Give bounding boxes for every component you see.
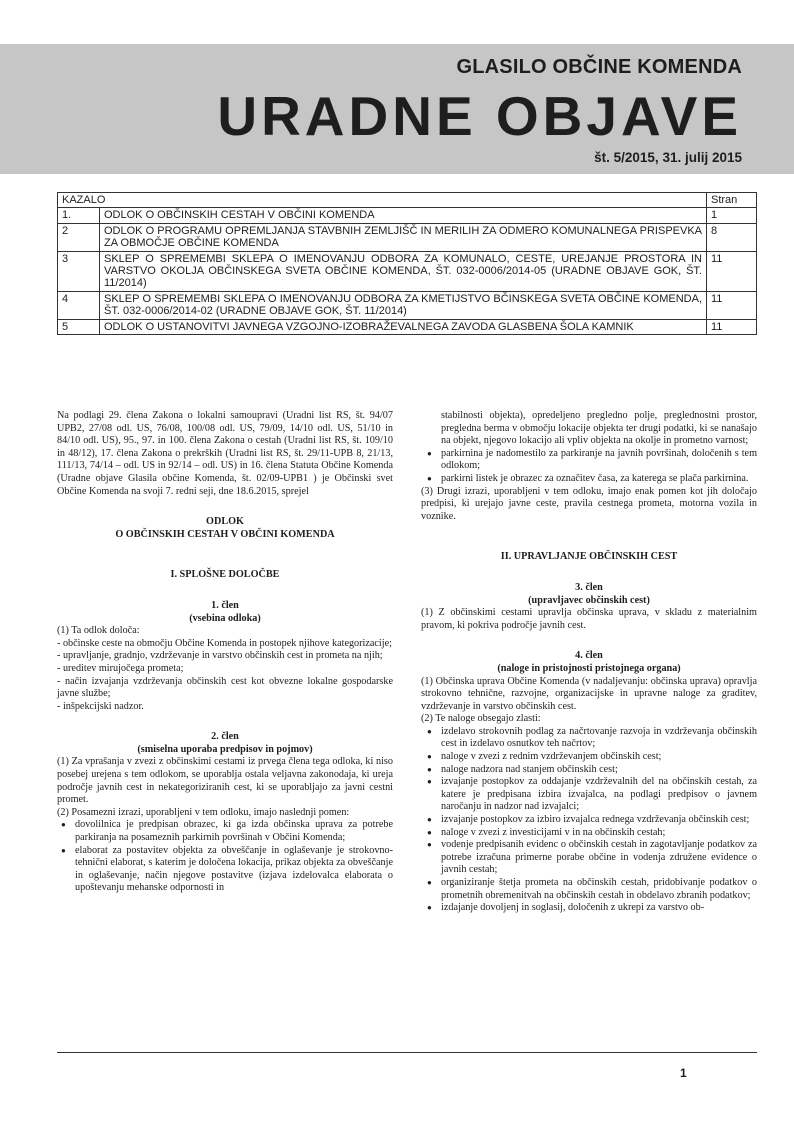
list-item: ● naloge v zvezi z rednim vzdrževanjem občinskih cest;: [421, 751, 757, 764]
article-title: (naloge in pristojnosti pristojnega organa): [497, 662, 681, 674]
paragraph: (1) Občinska uprava Občine Komenda (v nadaljevanju: občinska uprava) opravlja strokovno tehnične, razvojne, organizacijske in upravne naloge za graditev, vzdrževanje in varstvo občinskih cest.: [421, 675, 757, 712]
article-title: (upravljavec občinskih cest): [528, 594, 650, 606]
list-item: - upravljanje, gradnjo, vzdrževanje in varstvo občinskih cest in prometa na njih;: [57, 650, 383, 662]
toc-row[interactable]: [58, 319, 757, 334]
article-number: 2. člen: [211, 731, 239, 743]
list-item: - način izvajanja vzdrževanja občinskih cest kot obvezne lokalne gospodarske javne službe;: [57, 675, 393, 700]
article-number: 4. člen: [575, 650, 603, 662]
list-item: ● izdelavo strokovnih podlag za načrtovanje razvoja in vzdrževanja občinskih cest in izdelavo osnutkov teh načrtov;: [421, 726, 757, 751]
article-title: (smiselna uporaba predpisov in pojmov): [137, 743, 313, 755]
toc-row-title[interactable]: SKLEP O SPREMEMBI SKLEPA O IMENOVANJU ODBORA ZA KOMUNALO, CESTE, UREJANJE PROSTORA IN VARSTVO OKOLJA OBČINSKEGA SVETA OBČINE KOMENDA, ŠT. 032-0006/2014-05 (URADNE OBJAVE GOK, ŠT. 11/2014): [100, 251, 707, 291]
list-item: ● naloge nadzora nad stanjem občinskih cest;: [421, 764, 757, 777]
paragraph: (1) Z občinskimi cestami upravlja občinska uprava, v skladu z materialnim pravom, ki pokriva področje javnih cest.: [421, 607, 757, 631]
article-number: 3. člen: [575, 581, 603, 593]
list-item: ● organiziranje štetja prometa na občinskih cestah, pridobivanje podatkov o prometnih obremenitvah na občinskih cestah in obdelavo zbranih podatkov;: [421, 877, 757, 902]
toc-row[interactable]: [58, 291, 757, 319]
paragraph: (2) Te naloge obsegajo zlasti:: [421, 713, 541, 725]
paragraph: (2) Posamezni izrazi, uporabljeni v tem odloku, imajo naslednji pomen:: [57, 806, 350, 818]
list-item: ● parkirni listek je obrazec za označitev časa, za katerega se plača parkirnina.: [421, 473, 757, 486]
document-title-line-2: O OBČINSKIH CESTAH V OBČINI KOMENDA: [115, 528, 335, 540]
body-columns: [57, 410, 757, 1050]
toc-header-label: KAZALO: [58, 193, 707, 208]
list-item: ● dovolilnica je predpisan obrazec, ki ga izda občinska uprava za potrebe parkiranja na posameznih parkirnih površinah v Občini Komenda;: [57, 819, 393, 844]
chapter-heading: I. SPLOŠNE DOLOČBE: [170, 569, 280, 581]
paragraph: (1) Za vprašanja v zvezi z občinskimi cestami iz prvega člena tega odloka, ki niso posebej urejena s tem odlokom, se uporablja ostala veljavna zakonodaja, ki ureja področje javnih cest in nekategoriziranih cest, ki se uporabljajo za javni cestni promet.: [57, 756, 393, 806]
toc-header-row: [58, 193, 757, 208]
paragraph: (1) Ta odlok določa:: [57, 625, 140, 637]
list-item: ● naloge v zvezi z investicijami v in na občinskih cestah;: [421, 827, 757, 840]
paragraph: (3) Drugi izrazi, uporabljeni v tem odloku, imajo enak pomen kot jih določajo predpisi, ki urejajo javne ceste, pravila cestnega prometa, motorna vozila in voznike.: [421, 485, 757, 522]
toc-row-title[interactable]: ODLOK O PROGRAMU OPREMLJANJA STAVBNIH ZEMLJIŠČ IN MERILIH ZA ODMERO KOMUNALNEGA PRISPEVKA ZA OBMOČJE OBČINE KOMENDA: [100, 223, 707, 251]
article-number: 1. člen: [211, 599, 239, 611]
chapter-heading: II. UPRAVLJANJE OBČINSKIH CEST: [500, 551, 678, 563]
list-item: ● vodenje predpisanih evidenc o občinskih cestah in zagotavljanje podatkov za potrebe izračuna primerne porabe občine in vodenja združene evidence o javnih cestah;: [421, 839, 757, 877]
toc-row-page: 11: [707, 319, 757, 334]
toc-row-page: 8: [707, 223, 757, 251]
list-item: - občinske ceste na območju Občine Komenda in postopek njihove kategorizacije;: [57, 637, 392, 649]
left-column: [57, 410, 393, 895]
publication-title: URADNE OBJAVE: [217, 85, 742, 147]
toc-row-number: 2: [58, 223, 100, 251]
list-item: ● parkirnina je nadomestilo za parkiranje na javnih površinah, določenih s tem odlokom;: [421, 448, 757, 473]
publisher-name: GLASILO OBČINE KOMENDA: [456, 56, 742, 78]
toc-row[interactable]: [58, 251, 757, 291]
toc-row-title[interactable]: ODLOK O USTANOVITVI JAVNEGA VZGOJNO-IZOBRAŽEVALNEGA ZAVODA GLASBENA ŠOLA KAMNIK: [100, 319, 707, 334]
toc-row-number: 3: [58, 251, 100, 291]
list-item: ● elaborat za postavitev objekta za obveščanje in oglaševanje je strokovno-tehnični elaborat, s katerim je določena lokacija, prikaz objekta za obveščanje in oglaševanje, način njegove postavitve (izjava izdelovalca elaborata o upoštevanju mehanske odpornosti in: [57, 845, 393, 895]
article-title: (vsebina odloka): [189, 612, 261, 624]
list-item: ● izvajanje postopkov za oddajanje vzdrževalnih del na občinskih cestah, za katere je predpisana izbira izvajalca, na podlagi predpisov o javnem naročanju in nadzor nad izvajalci;: [421, 776, 757, 814]
toc-row[interactable]: [58, 223, 757, 251]
list-item: ● izvajanje postopkov za izbiro izvajalca rednega vzdrževanja občinskih cest;: [421, 814, 757, 827]
preamble: Na podlagi 29. člena Zakona o lokalni samoupravi (Uradni list RS, št. 94/07 UPB2, 27/08 odl. US, 76/08, 100/08 odl. US, 79/09, 14/10 odl. US, 51/10 in 84/10 odl. US), 95., 97. in 100. člena Zakona o cestah (Uradni list RS, št. 109/10 in 48/12), 17. člena Zakona o prekrških (Uradni list RS, št. 29/11-UPB 8, 21/13, 111/13, 74/14 – odl. US in 92/14 – odl. US) in 16. člena Statuta Občine Komenda (Uradne objave Glasila občine Komenda, št. 02/09-UPB1 ) je Občinski svet Občine Komenda na svoji 7. redni seji, dne 18.6.2015, sprejel: [57, 410, 393, 497]
toc-row-page: 11: [707, 291, 757, 319]
list-item: ● izdajanje dovoljenj in soglasij, določenih z ukrepi za varstvo ob-: [421, 902, 757, 915]
toc-row-title[interactable]: ODLOK O OBČINSKIH CESTAH V OBČINI KOMENDA: [100, 208, 707, 223]
table-of-contents: [57, 192, 757, 335]
toc-row-number: 4: [58, 291, 100, 319]
footer-divider: [57, 1052, 757, 1053]
document-title-line-1: ODLOK: [206, 516, 244, 528]
right-column: [421, 410, 757, 915]
toc-row-number: 1.: [58, 208, 100, 223]
list-item: - ureditev mirujočega prometa;: [57, 662, 184, 674]
toc-header-page: Stran: [707, 193, 757, 208]
toc-row-number: 5: [58, 319, 100, 334]
page-number: 1: [680, 1066, 687, 1080]
issue-info: št. 5/2015, 31. julij 2015: [594, 150, 742, 165]
toc-row-page: 1: [707, 208, 757, 223]
toc-row[interactable]: [58, 208, 757, 223]
toc-row-title[interactable]: SKLEP O SPREMEMBI SKLEPA O IMENOVANJU ODBORA ZA KMETIJSTVO BČINSKEGA SVETA OBČINE KOMENDA, ŠT. 032-0006/2014-02 (URADNE OBJAVE GOK, ŠT. 11/2014): [100, 291, 707, 319]
paragraph: stabilnosti objekta), opredeljeno pregledno polje, preglednostni prostor, pregledna berma v območju lokacije objekta ter drugi podatki, ki se nanašajo na objekt, njegovo lokacijo ali vpliv objekta na okolje in prometno varnost;: [441, 410, 757, 447]
toc-row-page: 11: [707, 251, 757, 291]
masthead: [0, 0, 794, 182]
list-item: - inšpekcijski nadzor.: [57, 700, 144, 712]
